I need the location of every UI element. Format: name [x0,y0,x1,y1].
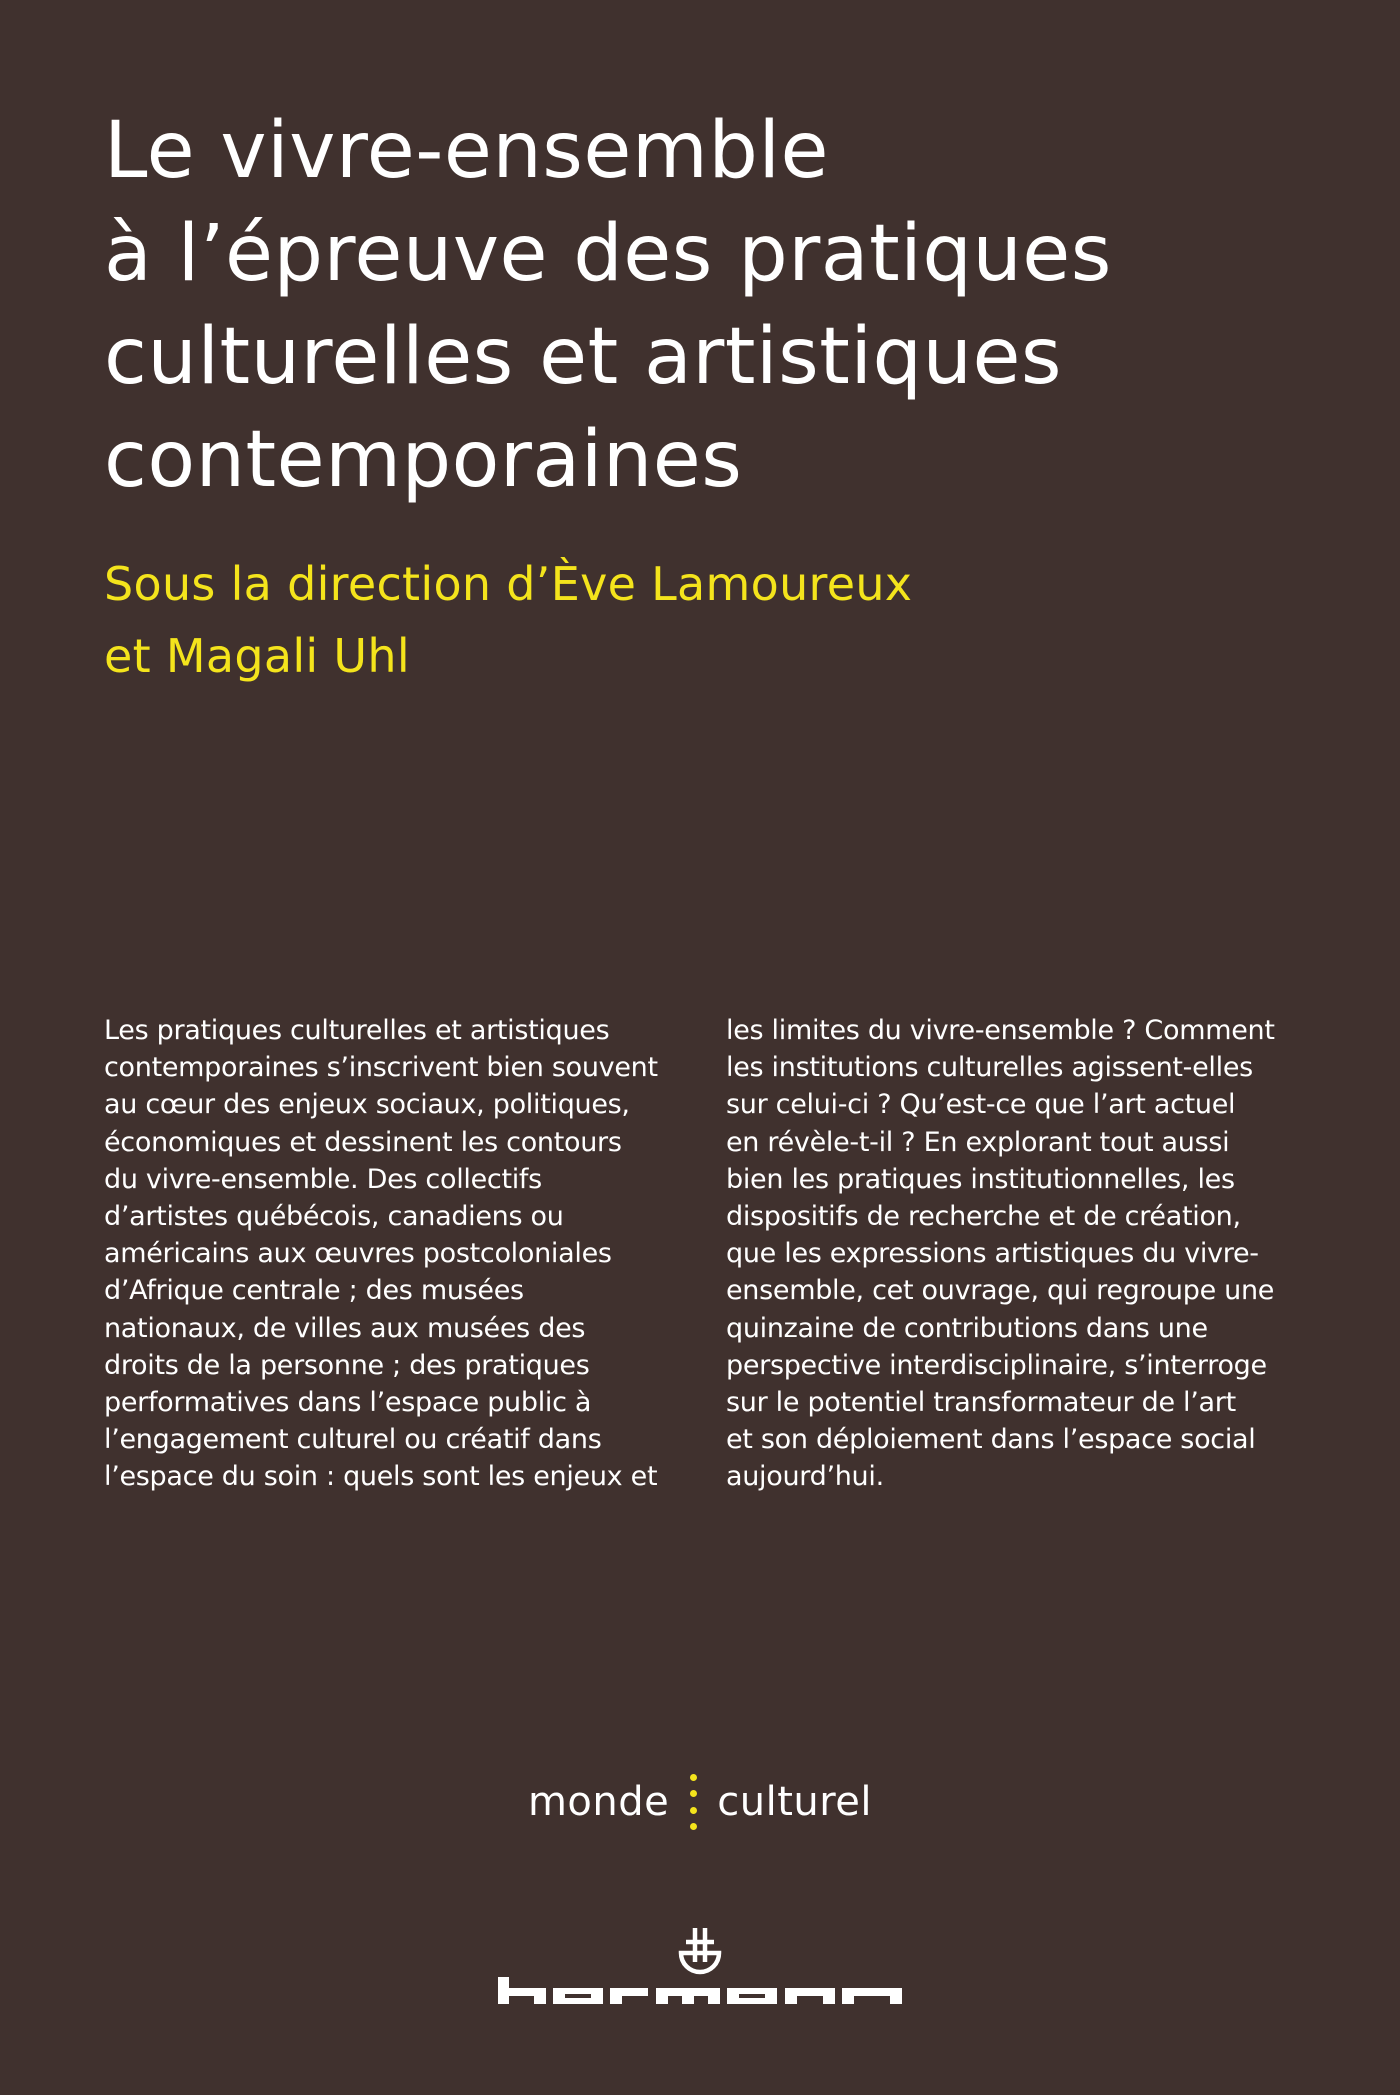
collection-label [0,1772,1400,1832]
blurb-line: nationaux, de villes aux musées des [104,1312,586,1344]
hermann-wordmark [498,1977,902,2004]
blurb-left-column [104,1012,658,1496]
collection-word-monde: monde [527,1779,670,1825]
title-line: Le vivre-ensemble [104,106,830,196]
blurb-line: perspective interdisciplinaire, s’interroge [726,1349,1267,1381]
hermann-logo-icon [498,1922,902,2012]
blurb-line: sur celui-ci ? Qu’est-ce que l’art actuel [726,1089,1236,1121]
blurb-line: dispositifs de recherche et de création, [726,1201,1241,1233]
title-line: contemporaines [104,415,743,505]
editors-credit [104,548,912,692]
blurb-line: du vivre-ensemble. Des collectifs [104,1163,542,1195]
blurb-line: contemporaines s’inscrivent bien souvent [104,1052,658,1084]
blurb-line: d’artistes québécois, canadiens ou [104,1201,564,1233]
blurb-line: les institutions culturelles agissent-elles [726,1052,1253,1084]
blurb-right-column [726,1012,1275,1496]
blurb-line: économiques et dessinent les contours [104,1126,622,1158]
blurb-line: et son déploiement dans l’espace social [726,1424,1256,1456]
blurb-line: au cœur des enjeux sociaux, politiques, [104,1089,630,1121]
book-title [104,100,1112,512]
blurb-line: américains aux œuvres postcoloniales [104,1238,612,1270]
blurb-line: d’Afrique centrale ; des musées [104,1275,524,1307]
title-line: culturelles et artistiques [104,312,1063,402]
blurb-line: l’espace du soin : quels sont les enjeux et [104,1461,658,1493]
title-line: à l’épreuve des pratiques [104,209,1112,299]
blurb-line: les limites du vivre-ensemble ? Comment [726,1015,1275,1046]
blurb-line: aujourd’hui. [726,1461,884,1493]
vertical-dots-icon [689,1774,697,1830]
editors-line: et Magali Uhl [104,629,410,683]
collection-word-culturel: culturel [717,1779,873,1825]
blurb-line: Les pratiques culturelles et artistiques [104,1015,610,1046]
blurb-line: quinzaine de contributions dans une [726,1312,1208,1344]
editors-line: Sous la direction d’Ève Lamoureux [104,557,913,611]
blurb-line: que les expressions artistiques du vivre- [726,1238,1259,1270]
blurb-line: droits de la personne ; des pratiques [104,1349,590,1381]
blurb-line: performatives dans l’espace public à [104,1387,592,1419]
blurb-line: bien les pratiques institutionnelles, les [726,1163,1235,1195]
publisher-logo [498,1922,902,2012]
blurb-line: ensemble, cet ouvrage, qui regroupe une [726,1275,1275,1307]
blurb-line: l’engagement culturel ou créatif dans [104,1424,602,1456]
blurb-line: en révèle-t-il ? En explorant tout aussi [726,1126,1230,1158]
blurb-line: sur le potentiel transformateur de l’art [726,1387,1236,1419]
hermann-emblem-icon [681,1928,719,1972]
